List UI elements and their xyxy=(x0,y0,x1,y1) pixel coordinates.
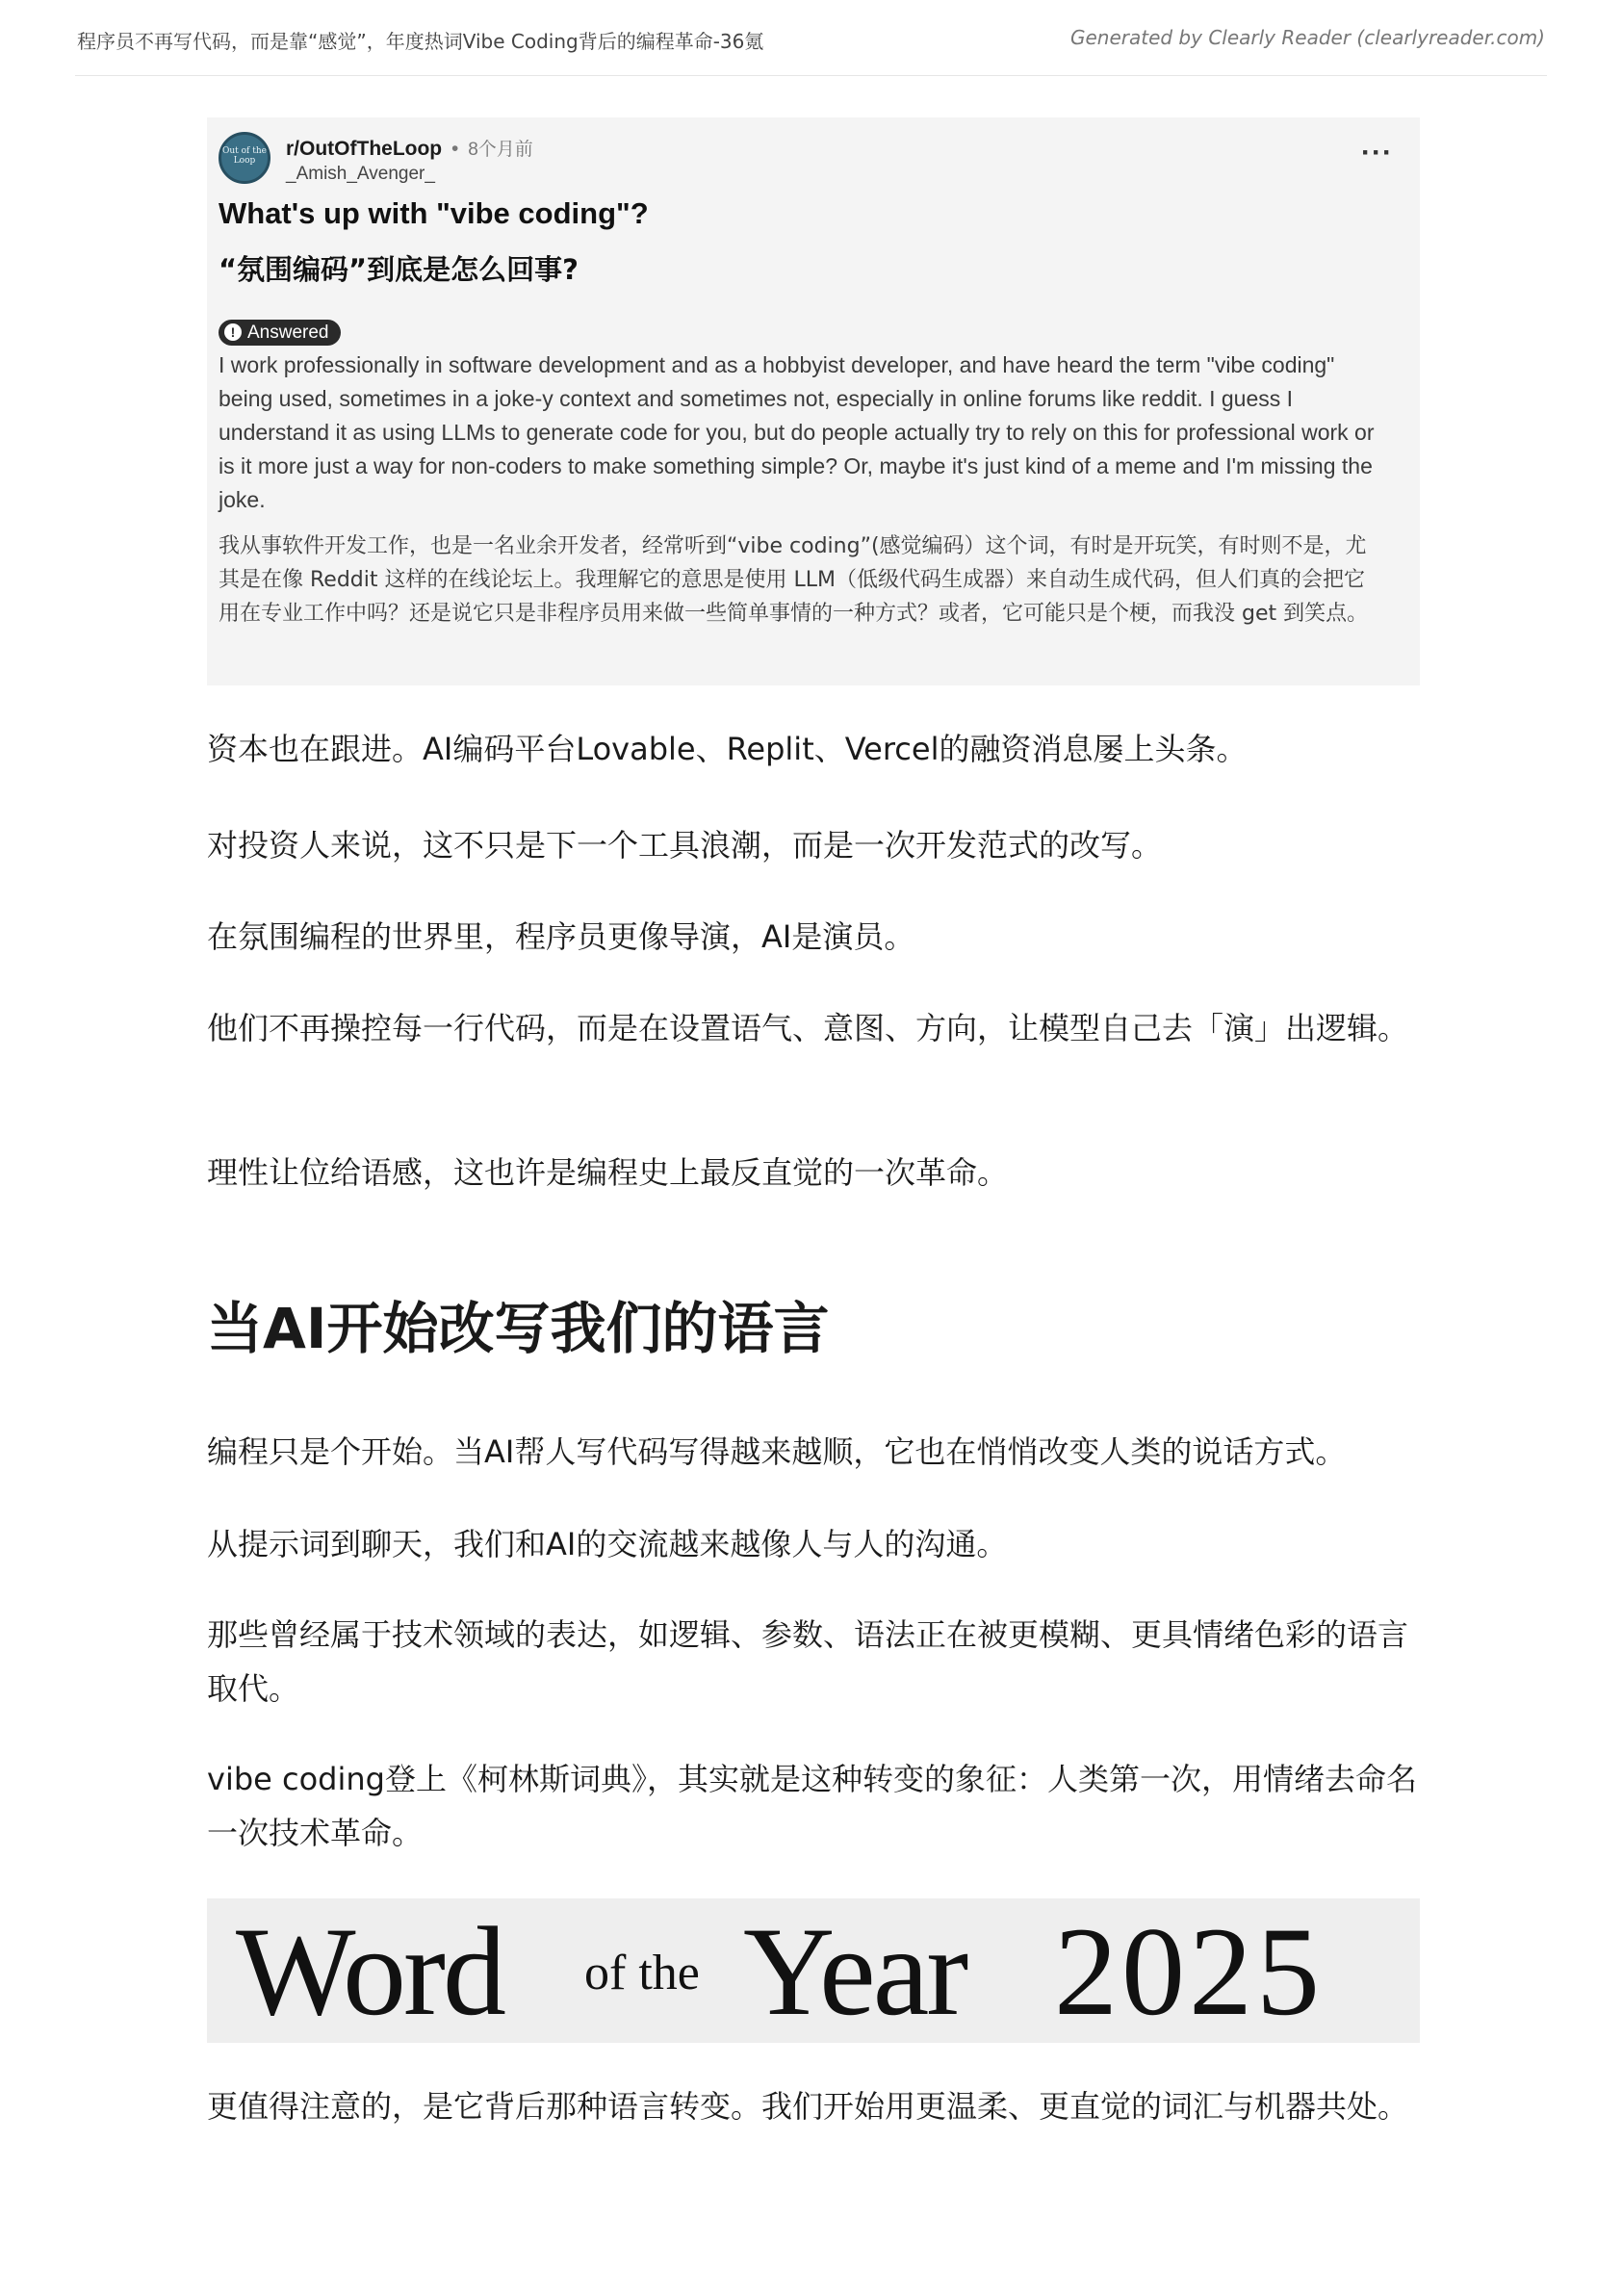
paragraph: 理性让位给语感，这也许是编程史上最反直觉的一次革命。 xyxy=(207,1154,1009,1191)
subreddit-avatar: Out of the Loop xyxy=(219,132,270,184)
badge-label: Answered xyxy=(247,322,329,343)
post-body-zh: 我从事软件开发工作，也是一名业余开发者，经常听到“vibe coding”(感觉编码）这个词，有时是开玩笑，有时则不是，尤其是在像 Reddit 这样的在线论坛上。我理解它的意思是使用 LLM（低级代码生成器）来自动生成代码，但人们真的会把它用在专业工作中吗？还是说它只是非程序员用来做一些简单事情的一种方式？或者，它可能只是个梗，而我没 get 到笑点。 xyxy=(219,534,1369,626)
banner-word: Word xyxy=(236,1900,503,2042)
paragraph: 在氛围编程的世界里，程序员更像导演，AI是演员。 xyxy=(207,918,915,955)
section-heading: 当AI开始改写我们的语言 xyxy=(207,1296,830,1361)
subreddit-name: r/OutOfTheLoop xyxy=(286,138,443,160)
post-time: 8个月前 xyxy=(468,140,533,160)
document-title: 程序员不再写代码，而是靠“感觉”，年度热词Vibe Coding背后的编程革命-36氪 xyxy=(77,30,764,53)
paragraph: vibe coding登上《柯林斯词典》，其实就是这种转变的象征：人类第一次，用情绪去命名一次技术革命。 xyxy=(207,1761,1417,1851)
post-title-en: What's up with "vibe coding"? xyxy=(219,196,649,230)
paragraph: 那些曾经属于技术领域的表达，如逻辑、参数、语法正在被更模糊、更具情绪色彩的语言取代。 xyxy=(207,1616,1409,1707)
paragraph: 他们不再操控每一行代码，而是在设置语气、意图、方向，让模型自己去「演」出逻辑。 xyxy=(207,1010,1409,1046)
more-horizontal-icon: ··· xyxy=(1361,137,1393,168)
paragraph: 对投资人来说，这不只是下一个工具浪潮，而是一次开发范式的改写。 xyxy=(207,827,1163,864)
paragraph: 更值得注意的，是它背后那种语言转变。我们开始用更温柔、更直觉的词汇与机器共处。 xyxy=(207,2088,1409,2125)
banner-of-the: of the xyxy=(584,1946,700,2000)
meta-separator: • xyxy=(451,138,459,160)
word-of-the-year-banner xyxy=(207,1898,1420,2043)
paragraph: 从提示词到聊天，我们和AI的交流越来越像人与人的沟通。 xyxy=(207,1526,1008,1562)
post-title-zh: “氛围编码”到底是怎么回事? xyxy=(219,253,579,286)
banner-year: Year xyxy=(743,1900,966,2042)
page-header xyxy=(75,0,1547,76)
post-meta xyxy=(286,135,533,161)
reddit-post-screenshot xyxy=(207,117,1420,685)
paragraph: 资本也在跟进。AI编码平台Lovable、Replit、Vercel的融资消息屡上头条。 xyxy=(207,731,1248,767)
post-body-en: I work professionally in software development and as a hobbyist developer, and have heard the term "vibe coding" being used, sometimes in a joke-y context and sometimes not, especially in online forums like reddit. I guess I understand it as using LLMs to generate code for you, but do people actually try to rely on this for professional work or is it more just a way for non-coders to make something simple? Or, maybe it's just kind of a meme and I'm missing the joke. xyxy=(219,352,1375,512)
paragraph: 编程只是个开始。当AI帮人写代码写得越来越顺，它也在悄悄改变人类的说话方式。 xyxy=(207,1433,1347,1470)
post-author: _Amish_Avenger_ xyxy=(286,164,435,184)
generated-by-note: Generated by Clearly Reader (clearlyreader.com) xyxy=(1069,26,1545,49)
alert-icon: ! xyxy=(224,323,242,341)
banner-number: 2025 xyxy=(1054,1900,1324,2042)
answered-badge xyxy=(219,320,341,346)
